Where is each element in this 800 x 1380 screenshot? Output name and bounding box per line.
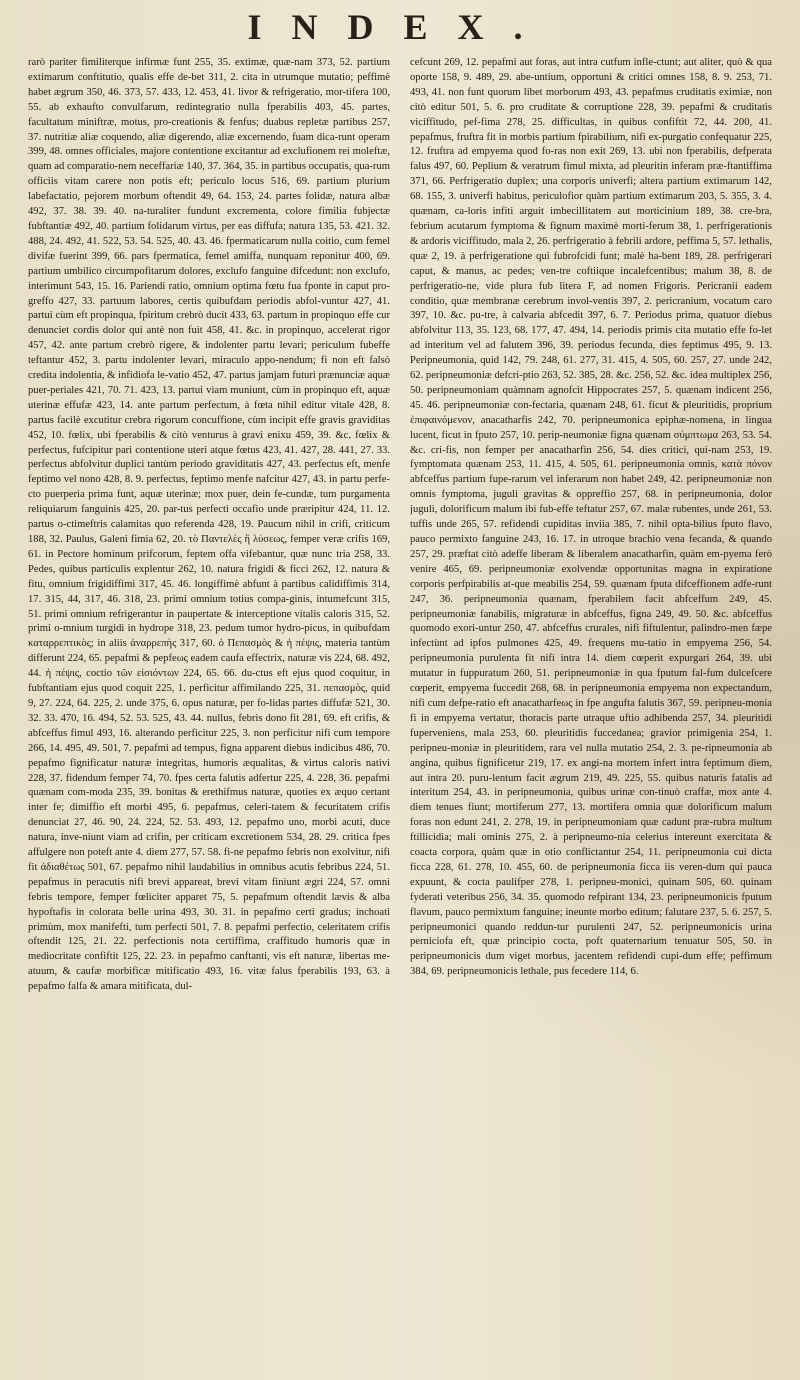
index-column-right — [410, 56, 772, 1366]
running-head: INDEX. — [247, 7, 553, 47]
index-columns — [28, 56, 772, 1366]
index-column-left — [28, 56, 390, 1366]
index-text-left: rarò pariter fimiliterque infirmæ funt 255, 35. extimæ, quæ-nam 373, 52. partium extimarum conftitutio, qualis effe de-bet 311, 2. cita in utrumque mutatio; peffimè habet ægrum 350, 46. 373, 57. 433, 12. 453, 41. livor & refrigeratio, mor-tifera 100, 55. ab exhaufto convulfarum, redintegratio nulla fperabilis 403, 45. partes, facultatum miniftræ, motus, pro-creationis & fenfus; duabus repletæ partibus 257, 37. nutritiæ aliæ coquendo, aliæ digerendo, aliæ excernendo, fuam dica-runt operam 399, 48. omnes officiales, majore contentione excitantur ad exclufionem rei moleftæ, quam ad comparatio-nem neceffariæ 140, 37. 364, 35. in partibus occupatis, qua-rum officiis vitam carere non potis eft; periculo locus 516, 69. partium plurium labefactatio, pejorem morbum oftendit 49, 64. 153, 24. partes folidæ, natura albæ 492, 37. 38. 39. 40. na-turaliter fundunt excrementa, colore fimilia fubjectæ fubftantiæ 492, 40. partium folidarum virtus, per eas diffufa; natura 135, 53. 421. 32. 488, 24. 492, 41. 522, 53. 54. 525, 40. 43. 46. fpermaticarum nulla coitio, cum femel divifæ fuerint 399, 66. pars fpermatica, femel amiffa, nunquam reponitur 400, 69. partium umbilico circumpofitarum dolores, exclufo fanguine difcedunt: non exclufo, interimunt 543, 15. 16. Pariendi ratio, omnium optima fœtu fua fponte in caput pro-greffo 427, 33. partuum labores, certis quibufdam periodis abfol-vuntur 427, 41. partui cùm eft propinqua, fpiritum crebrò ducit 433, 63. partum in propinquo effe cur denunciet cordis dolor qui antè non fuit 458, 41. &c. in propinquo, accelerat rigor 457, 42. ante partum crebrò rigere, & indolenter partu levari; periculum fubeffe teftantur 452, 3. partu indolenter levari, miraculo appo-nendum; fi non eft falsò credita indolentia, & infidiofa le-vatio 452, 47. partus jamjam futuri prænunciæ aquæ puer-periales 421, 70. 71. 423, 13. partui viam muniunt, cùm in propinquo eft, aquæ uterinæ effufæ 423, 14. ante partum perfectum, à fœta nihil editur vitale 428, 8. partus facilè excutitur crebra rigorum concuffione, cùm incipit effe gravis graviditas 452, 10. fœlix, ubi fperabilis & citò venturus à gravi enixu 459, 39. &c. fœlix & perfectus, fufcipitur pari contentione uteri atque fœtus 423, 41. 427, 28. 441, 27. 33. perfectus abfolvitur duplici tantùm periodo graviditatis 427, 43. perfectus eft, menfe feptimo vel nono 428, 8. 9. perfectus, feptimo menfe nafcitur 427, 43. in partu perfe-cto puerperia prima funt, aquæ uterinæ; mox puer, dein fe-cundæ, tum purgamenta reliquiarum fanguinis 425, 20. par-tus perfecti occafio unde præripitur 424, 11. 12. partus o-ctimeftris calamitas quo referenda 428, 19. Paucum nihil in crifi, criticum 188, 32. Paulus, Galeni fimia 62, 20. τὸ Παντελὲς ἢ λύσεως, femper veræ crifis 169, 61. in Pectore hominum prifcorum, feptem offa vifebantur, quæ nunc tria 258, 33. Pedes, quibus particulis explentur 262, 10. natura frigidi & ficci 262, 12. natura & fitu, omnium frigidiffimi 317, 45. 46. longiffimè abfunt à partibus calidiffimis 314, 17. 315, 44, 317, 46. 318, 23. primi omnium totius compa-ginis, intumefcunt 315, 51. primi omnium refrigerantur in paupertate & interceptione vitalis caloris 315, 52. primi o-mnium turgidi in hydrope 318, 23. pedum tumor hydro-picus, in quibufdam καταρρεπτικὸς; in aliis ἀναρρεπὴς 317, 60. ὁ Πεπασμὸς & ἡ πέψις, materia tantùm differunt 224, 65. pepafmi & pepfeως eadem caufa effectrix, naturæ vis 224, 68. 492, 44. ἡ πέψις, coctio τῶν εἰσιόντων 224, 65. 66. du-ctus eft ejus quod coquitur, in fubftantiam ejus quod coquit 225, 1. perficitur affimilando 225, 31. πεπασμὸς, quid 9, 27. 224, 64. 225, 2. unde 375, 6. opus naturæ, per fo-lidas partes diffufæ 521, 30. 32. 33. 470, 16. 494, 52. 53. 525, 43. 44. nullus, febris dono fit 281, 69. eft crifis, & abfceffus fimul 493, 16. alterando perficitur 225, 3. non perficitur nifi cum tempore 266, 14. 495, 49. 501, 7. pepafmi ad tempus, figna apparent diebus indicibus 486, 70. pepafmo fignificatur naturæ integritas, humoris æqualitas, & virtus caloris nativi 228, 37. fidendum femper 74, 70. fpes certa falutis adfertur 225, 4. 228, 36. pepafmi quænam com-moda 235, 39. bonitas & erethifmus naturæ, quoties ex æquo certant inter fe; dimiffio eft morbi 495, 6. pepafmus, celeri-tatem & fecuritatem crifis denunciat 27, 46. 90, 24. 224, 52. 53. 493, 12. pepafmo uno, morbi acuti, duce natura, inve-niunt viam ad crifin, per criticam excretionem 534, 28. 29. critica fpes affulgere non poteft ante 4. diem 277, 57. 58. fi-ne pepafmo febris non exolvitur, nifi fit ἀδιαθέτως 501, 67. pepafmo nihil laudabilius in omnibus acutis febribus 224, 51. pepafmus in peracutis nifi brevi appareat, brevi vitam finiunt ægri 224, 57. omni febris tempore, femper fœliciter apparet 75, 5. pepafmum oftendit lævis & alba hypoftafis in colorata belle urina 493, 30. 31. in pepafmo certi gradus; inchoati primùm, mox manifefti, tum perfecti 501, 7. 8. pepafmi perfectio, celeritatem crifis oftendit 125, 21. 22. perfectionis nota certiffima, craffitudo humoris quæ in mediocritate confiftit 125, 22. 23. in pepafmo canftanti, vis eft naturæ, libertas me-atuum, & caufæ morbificæ mitificatio 493, 16. vitæ falus fperabilis 193, 63. à pepafmo falfa & amara mitificata, dul- — [28, 57, 390, 993]
index-text-right: cefcunt 269, 12. pepafmi aut foras, aut intra cutfum infle-ctunt; aut aliter, quò & qua oporte 158, 9. 489, 29. abe-untium, opportuni & critici omnes 158, 8. 9. 253, 71. 493, 41. non funt quorum libet morborum 493, 43. pepafmus cruditatis eximiæ, non citò editur 501, 5. 6. pro cruditate & corruptione 228, 39. pepafmi & cruditatis viciffitudo, pef-fima 278, 25. difficultas, in quibus confiftit 72, 44. 200, 41. pepafmus, fruftra fit in morbis partium fpirabilium, nifi ex-purgatio confequatur 225, 12. fruftra ad empyema quod fo-ras non exit 269, 13. ubi non fperabilis, defperata falus 497, 60. Peplium & veratrum fimul mixta, ad pleuritin inferam præ-ftantiffima 371, 66. Perfrigeratio duplex; una corporis univerfi; altera partium extimarum 142, 68. 155, 3. univerfi habitus, periculofior quàm partium extimarum 203, 5. 355, 3. 4. quænam, ca-loris infiti arguit imbecillitatem aut morticinium 189, 38. cre-bra, febrium acutarum fymptoma & fignum maximè morti-ferum 38, 1. perfrigerationis & ardoris viciffitudo, mala 2, 26. perfrigeratio à febrili ardore, peffima 5, 57. lethalis, quæ 2, 19. à perfrigeratione qui fubrofcidi funt; malè ha-bent 189, 28. perfrigerari caput, & manus, ac pedes; ven-tre coftiique incalefcentibus; malum 38, 8. de perfrigeratio-ne, vide plura fub litera F, ad nomen Frigoris. Pericranii eadem conditio, quæ membranæ cerebrum invol-ventis 397, 2. pericranium, vocatum caro 397, 10. &c. pu-tre, à calvaria abfcedit 397, 6. 7. Periodus prima, quatuor diebus abfolvitur 113, 35. 123, 68. 177, 47. 494, 14. periodis primis cita mutatio effe fo-let ad interitum vel ad falutem 396, 39. periodus fecunda, dies feptimus 495, 9. 13. Peripneumonia, quid 142, 79. 248, 61. 277, 31. 415, 4. 505, 60. 257, 27. unde 242, 62. peripneumoniæ defcri-ptio 263, 52. 385, 28. &c. 256, 52. &c. idea multiplex 256, 50. peripneumoniam quàmnam agnofcit Hippocrates 257, 5. quænam indicent 256, 45. 46. peripneumoniæ con-fectaria, quænam 248, 61. ficut & pleuritidis, proprium ἐπιφαινόμενον, anacatharfis 242, 70. peripneumonica epiphæ-nomena, in lingua lucent, ficut in fputo 257, 10. perip-neumoniæ figna quænam σύμπτωμα 263, 53. 54. &c. cri-fis, non femper per anacatharfin 256, 54. dies critici, qui-nam 253, 19. fymptomata quænam 253, 11. 415, 4. 505, 61. peripneumonia omnis, κατὰ πόνον abfceffus partium fupe-rarum vel inferarum non habet 249, 42. peripneumoniæ non omnis fymptoma, juguli gravitas & oppreffio 257, 68. in peripneumonia, dolor juguli, dolorificum malum ibi fub-effe teftatur 257, 67. malæ rubentes, unde 261, 53. tuffis unde 265, 57. refidendi cupiditas inviia 385, 7. nihil opta-bilius fputo flavo, pauco permixto fanguine 243, 16. 17. in utroque brachio vena fecanda, & quando 257, 29. præftat citò adeffe liberam & liberalem anacatharfin, quàm em-pyema ferò venire 465, 69. peripneumoniæ exolvendæ opportunitas magna in expiratione corporis perfpirabilis at-que meabilis 254, 59. quænam fputa difceffionem adfe-runt 247, 36. peripneumonia quænam, fperabilem facit abfceffum 249, 45. peripneumoniæ fanabilis, migraturæ in abfceffus, figna 249, 49. 50. &c. abfceffus quomodo exori-untur 250, 47. abfceffus crurales, nifi fiftulentur, palindro-men fæpe infectùnt ad ipfos pulmones 425, 49. frequens mu-tatio in empyema 256, 54. peripneumonia purulenta fit nifi intra 14. diem cœperit expurgari 264, 39. ubi mutatur in fuppuratum 260, 51. peripneumoniæ in qua fputum fal-fum dulcefcere cœperit, empyema fuccedit 268, 68. in peripneumonia empyema non expectandum, nifi cum defpe-ratio eft anacatharfeως in fpe angufta falutis 367, 59. peripneu-monia fi in empyema vertatur, thoracis parte utraque uftio adhibenda 257, 34. pleuritidi fuperveniens, mala 253, 60. pleuritidis fuccedanea; gravior primigenia 254, 1. peripneu-moniæ in pleuritidem, rara vel nulla mutatio 254, 2. 3. pe-ripneumonia ab angina, quibus fignificetur 219, 17. ex angi-na mortem infert intra feptimum diem, aut intra 20. puru-lentum facit ægrum 219, 49. 225, 55. quibus naturis fatalis ad interitum 254, 43. in peripneumonia, quibus urinæ con-tinuò craffæ, mox ante 4. diem tenues fiunt; mortiferum 277, 13. mortifera omnia quæ dolorificum malum foras non edunt 241, 2. 278, 19. in peripneumoniam quæ cadunt præ-rubra multum ftillicidia; mali ominis 275, 2. à peripneumo-nia celerius intereunt exercitata & coacta corpora, quàm quæ in otio conflictantur 254, 11. peripneumonia cui dicta ficca 228, 61. 278, 10. 455, 60. de peripneumonia ficca iis veren-dum qui pauca expuunt, & cocta paulifper 278, 1. peripneu-monici, quinam 505, 60. quinam fyderati veteribus 256, 34. 35. quomodo refpirant 134, 23. peripneumonicis fputum flavum, pauco permixtum fanguine; ineunte morbo editum; falutare 237, 5. 6. 257, 5. peripneumonici quando reddun-tur purulenti 247, 52. peripneumonicis urina perniciofa eft, quæ principio cocta, poft quaternarium tenuatur 505, 50. in peripneumonicis dum viget morbus, jacentem refidendi cupi-dum effe; peffimum 384, 69. peripneumonicis lethale, pus fecedere 114, 6. — [410, 57, 772, 978]
